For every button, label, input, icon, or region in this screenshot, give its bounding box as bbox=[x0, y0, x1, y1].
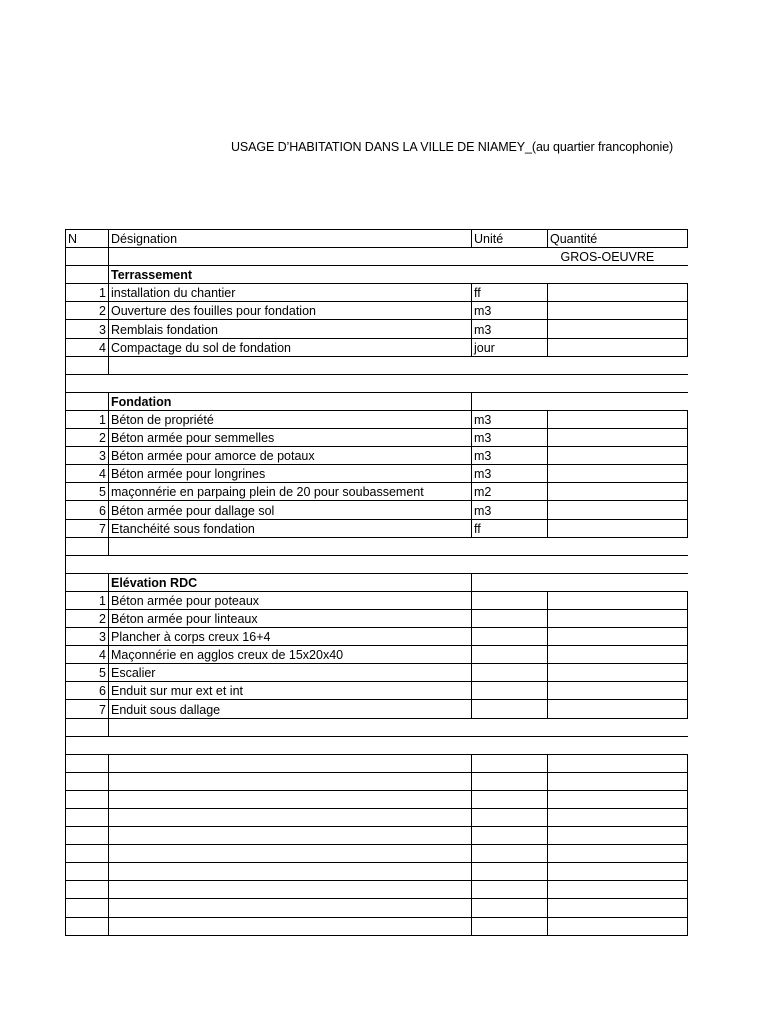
empty-n-cell bbox=[66, 827, 109, 845]
blank-merged-cell bbox=[109, 537, 689, 555]
item-number: 4 bbox=[66, 465, 109, 483]
item-designation: Compactage du sol de fondation bbox=[109, 338, 472, 356]
item-unit bbox=[472, 664, 548, 682]
table-row bbox=[66, 628, 689, 646]
empty-n-cell bbox=[66, 899, 109, 917]
section-title: Elévation RDC bbox=[109, 573, 472, 591]
overflow-cell bbox=[688, 609, 689, 627]
empty-grid-row bbox=[66, 881, 689, 899]
item-unit bbox=[472, 682, 548, 700]
empty-grid-row bbox=[66, 790, 689, 808]
empty-designation-cell bbox=[109, 881, 472, 899]
empty-n-cell bbox=[66, 917, 109, 935]
item-quantity bbox=[548, 483, 688, 501]
item-designation: Béton de propriété bbox=[109, 410, 472, 428]
blank-n-cell bbox=[66, 537, 109, 555]
empty-designation-cell bbox=[109, 790, 472, 808]
table-row bbox=[66, 501, 689, 519]
overflow-cell bbox=[688, 845, 689, 863]
table-row bbox=[66, 519, 689, 537]
table-row bbox=[66, 410, 689, 428]
item-number: 3 bbox=[66, 447, 109, 465]
item-unit: m3 bbox=[472, 302, 548, 320]
empty-designation-cell bbox=[109, 809, 472, 827]
item-quantity bbox=[548, 302, 688, 320]
item-quantity bbox=[548, 410, 688, 428]
item-designation: Plancher à corps creux 16+4 bbox=[109, 628, 472, 646]
empty-quantity-cell bbox=[548, 809, 688, 827]
overflow-cell bbox=[688, 320, 689, 338]
table-row bbox=[66, 284, 689, 302]
item-designation: installation du chantier bbox=[109, 284, 472, 302]
empty-grid-row bbox=[66, 845, 689, 863]
overflow-cell bbox=[688, 700, 689, 718]
blank-row bbox=[66, 718, 689, 736]
item-quantity bbox=[548, 628, 688, 646]
item-designation: Enduit sur mur ext et int bbox=[109, 682, 472, 700]
empty-grid-row bbox=[66, 754, 689, 772]
empty-designation-cell bbox=[109, 899, 472, 917]
empty-quantity-cell bbox=[548, 772, 688, 790]
item-number: 6 bbox=[66, 682, 109, 700]
header-row bbox=[66, 230, 689, 248]
overflow-cell bbox=[688, 628, 689, 646]
item-number: 7 bbox=[66, 519, 109, 537]
blank-row bbox=[66, 374, 689, 392]
table-row bbox=[66, 429, 689, 447]
item-number: 1 bbox=[66, 284, 109, 302]
item-unit: m3 bbox=[472, 501, 548, 519]
item-quantity bbox=[548, 320, 688, 338]
table-row bbox=[66, 591, 689, 609]
header-n: N bbox=[66, 230, 109, 248]
item-unit: ff bbox=[472, 284, 548, 302]
table-row bbox=[66, 646, 689, 664]
item-number: 3 bbox=[66, 320, 109, 338]
overflow-cell bbox=[688, 772, 689, 790]
empty-n-cell bbox=[66, 790, 109, 808]
item-unit: m3 bbox=[472, 410, 548, 428]
empty-n-cell bbox=[66, 881, 109, 899]
item-number: 1 bbox=[66, 591, 109, 609]
empty-quantity-cell bbox=[548, 899, 688, 917]
empty-quantity-cell bbox=[548, 845, 688, 863]
empty-designation-cell bbox=[109, 863, 472, 881]
section-title: Terrassement bbox=[109, 266, 689, 284]
item-designation: Enduit sous dallage bbox=[109, 700, 472, 718]
empty-unit-cell bbox=[472, 754, 548, 772]
section-row-fondation bbox=[66, 392, 689, 410]
overflow-cell bbox=[688, 646, 689, 664]
section-n-cell bbox=[66, 392, 109, 410]
item-unit bbox=[472, 628, 548, 646]
section-n-cell bbox=[66, 266, 109, 284]
overflow-cell bbox=[688, 501, 689, 519]
item-quantity bbox=[548, 429, 688, 447]
item-quantity bbox=[548, 591, 688, 609]
overflow-cell bbox=[688, 899, 689, 917]
blank-row bbox=[66, 537, 689, 555]
empty-quantity-cell bbox=[548, 827, 688, 845]
empty-unit-cell bbox=[472, 790, 548, 808]
lot-n-cell bbox=[66, 248, 109, 266]
item-number: 2 bbox=[66, 429, 109, 447]
blank-merged-cell bbox=[109, 718, 689, 736]
overflow-cell bbox=[688, 863, 689, 881]
quote-table-area bbox=[65, 229, 688, 936]
table-row bbox=[66, 338, 689, 356]
item-designation: Béton armée pour longrines bbox=[109, 465, 472, 483]
item-designation: Béton armée pour semmelles bbox=[109, 429, 472, 447]
blank-n-cell bbox=[66, 718, 109, 736]
empty-unit-cell bbox=[472, 863, 548, 881]
overflow-cell bbox=[688, 591, 689, 609]
item-number: 4 bbox=[66, 338, 109, 356]
empty-n-cell bbox=[66, 772, 109, 790]
item-number: 4 bbox=[66, 646, 109, 664]
table-row bbox=[66, 700, 689, 718]
item-quantity bbox=[548, 465, 688, 483]
item-number: 5 bbox=[66, 483, 109, 501]
item-unit bbox=[472, 591, 548, 609]
item-number: 1 bbox=[66, 410, 109, 428]
empty-grid-row bbox=[66, 827, 689, 845]
empty-unit-cell bbox=[472, 881, 548, 899]
item-quantity bbox=[548, 501, 688, 519]
item-quantity bbox=[548, 338, 688, 356]
section-row-terrassement bbox=[66, 266, 689, 284]
overflow-cell bbox=[688, 429, 689, 447]
item-number: 6 bbox=[66, 501, 109, 519]
header-designation: Désignation bbox=[109, 230, 472, 248]
lot-row bbox=[66, 248, 689, 266]
empty-unit-cell bbox=[472, 772, 548, 790]
empty-grid-row bbox=[66, 917, 689, 935]
blank-merged-cell bbox=[109, 356, 689, 374]
item-quantity bbox=[548, 284, 688, 302]
header-quantite: Quantité bbox=[548, 230, 688, 248]
overflow-cell bbox=[688, 664, 689, 682]
table-row bbox=[66, 465, 689, 483]
empty-designation-cell bbox=[109, 754, 472, 772]
item-designation: Maçonnérie en agglos creux de 15x20x40 bbox=[109, 646, 472, 664]
item-designation: Escalier bbox=[109, 664, 472, 682]
item-unit: m3 bbox=[472, 447, 548, 465]
overflow-cell bbox=[688, 827, 689, 845]
item-unit: m3 bbox=[472, 320, 548, 338]
item-quantity bbox=[548, 664, 688, 682]
section-spacer-cell bbox=[472, 573, 689, 591]
header-unite: Unité bbox=[472, 230, 548, 248]
overflow-cell bbox=[688, 447, 689, 465]
section-n-cell bbox=[66, 573, 109, 591]
empty-unit-cell bbox=[472, 827, 548, 845]
empty-unit-cell bbox=[472, 899, 548, 917]
blank-row bbox=[66, 356, 689, 374]
empty-designation-cell bbox=[109, 827, 472, 845]
empty-grid-row bbox=[66, 772, 689, 790]
empty-n-cell bbox=[66, 809, 109, 827]
overflow-cell bbox=[688, 519, 689, 537]
section-spacer-cell bbox=[472, 392, 689, 410]
lot-label: GROS-OEUVRE bbox=[548, 248, 689, 266]
empty-quantity-cell bbox=[548, 881, 688, 899]
overflow-cell bbox=[688, 790, 689, 808]
blank-full-cell bbox=[66, 555, 689, 573]
item-designation: Ouverture des fouilles pour fondation bbox=[109, 302, 472, 320]
overflow-cell bbox=[688, 410, 689, 428]
item-quantity bbox=[548, 646, 688, 664]
table-row bbox=[66, 483, 689, 501]
quote-table bbox=[65, 229, 688, 936]
empty-quantity-cell bbox=[548, 917, 688, 935]
overflow-cell bbox=[688, 302, 689, 320]
overflow-cell bbox=[688, 483, 689, 501]
empty-designation-cell bbox=[109, 772, 472, 790]
overflow-cell bbox=[688, 465, 689, 483]
item-unit bbox=[472, 700, 548, 718]
empty-quantity-cell bbox=[548, 754, 688, 772]
blank-row bbox=[66, 736, 689, 754]
overflow-cell bbox=[688, 682, 689, 700]
item-designation: Béton armée pour poteaux bbox=[109, 591, 472, 609]
empty-unit-cell bbox=[472, 917, 548, 935]
empty-designation-cell bbox=[109, 845, 472, 863]
section-title: Fondation bbox=[109, 392, 472, 410]
item-number: 7 bbox=[66, 700, 109, 718]
empty-n-cell bbox=[66, 845, 109, 863]
empty-grid-row bbox=[66, 863, 689, 881]
item-unit: ff bbox=[472, 519, 548, 537]
overflow-cell bbox=[688, 809, 689, 827]
empty-unit-cell bbox=[472, 845, 548, 863]
blank-row bbox=[66, 555, 689, 573]
empty-grid-row bbox=[66, 899, 689, 917]
table-row bbox=[66, 664, 689, 682]
blank-full-cell bbox=[66, 736, 689, 754]
section-row-elevation-rdc bbox=[66, 573, 689, 591]
item-unit: m3 bbox=[472, 429, 548, 447]
item-quantity bbox=[548, 519, 688, 537]
empty-unit-cell bbox=[472, 809, 548, 827]
empty-n-cell bbox=[66, 863, 109, 881]
item-designation: Béton armée pour linteaux bbox=[109, 609, 472, 627]
item-unit: m2 bbox=[472, 483, 548, 501]
item-quantity bbox=[548, 609, 688, 627]
item-designation: Béton armée pour dallage sol bbox=[109, 501, 472, 519]
empty-n-cell bbox=[66, 754, 109, 772]
empty-designation-cell bbox=[109, 917, 472, 935]
overflow-cell bbox=[688, 881, 689, 899]
overflow-cell bbox=[688, 284, 689, 302]
item-designation: Etanchéité sous fondation bbox=[109, 519, 472, 537]
item-unit: m3 bbox=[472, 465, 548, 483]
item-designation: maçonnérie en parpaing plein de 20 pour soubassement bbox=[109, 483, 472, 501]
overflow-cell bbox=[688, 338, 689, 356]
item-quantity bbox=[548, 447, 688, 465]
item-number: 2 bbox=[66, 609, 109, 627]
empty-quantity-cell bbox=[548, 790, 688, 808]
blank-n-cell bbox=[66, 356, 109, 374]
document-title-line-2: USAGE D’HABITATION DANS LA VILLE DE NIAMEY_(au quartier francophonie) bbox=[231, 140, 674, 154]
blank-full-cell bbox=[66, 374, 689, 392]
empty-grid-row bbox=[66, 809, 689, 827]
table-row bbox=[66, 320, 689, 338]
item-designation: Béton armée pour amorce de potaux bbox=[109, 447, 472, 465]
table-row bbox=[66, 609, 689, 627]
header-overflow-cell bbox=[688, 230, 689, 248]
table-row bbox=[66, 302, 689, 320]
item-unit bbox=[472, 646, 548, 664]
item-unit bbox=[472, 609, 548, 627]
item-unit: jour bbox=[472, 338, 548, 356]
table-row bbox=[66, 447, 689, 465]
item-designation: Remblais fondation bbox=[109, 320, 472, 338]
overflow-cell bbox=[688, 754, 689, 772]
item-number: 2 bbox=[66, 302, 109, 320]
lot-spacer-cell bbox=[109, 248, 548, 266]
item-quantity bbox=[548, 682, 688, 700]
item-number: 5 bbox=[66, 664, 109, 682]
item-number: 3 bbox=[66, 628, 109, 646]
empty-quantity-cell bbox=[548, 863, 688, 881]
item-quantity bbox=[548, 700, 688, 718]
overflow-cell bbox=[688, 917, 689, 935]
table-row bbox=[66, 682, 689, 700]
